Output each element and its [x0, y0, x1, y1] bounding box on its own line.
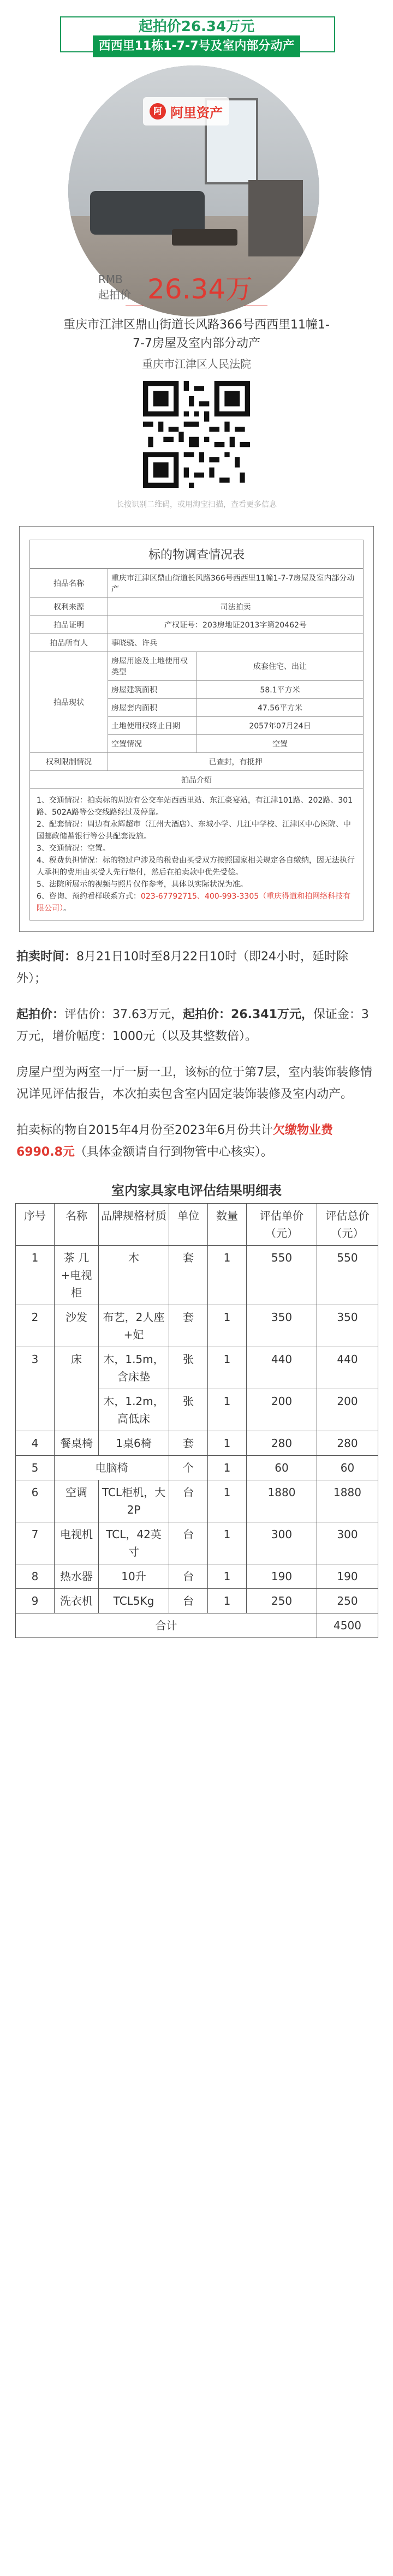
- cell: 3: [16, 1347, 55, 1431]
- cell: 1桌6椅: [99, 1431, 169, 1456]
- col-header: 数量: [208, 1204, 247, 1246]
- cell: 沙发: [55, 1305, 99, 1347]
- cell: 1: [208, 1456, 247, 1480]
- fee-prefix: 拍卖标的物自2015年4月份至2023年6月份共计: [16, 1123, 273, 1137]
- cell: 餐桌椅: [55, 1431, 99, 1456]
- contact-suffix: 。: [63, 904, 71, 913]
- ali-logo-text: 阿里资产: [170, 105, 223, 121]
- cell: 套: [169, 1305, 208, 1347]
- note-contact: [37, 890, 356, 915]
- cell: 1: [16, 1246, 55, 1305]
- info-notes: [29, 789, 364, 921]
- cell: 350: [247, 1305, 317, 1347]
- note-item: 2、配套情况：周边有永辉超市（江州大酒店）、东城小学、几江中学校、江津区中心医院、中国邮政储蓄银行等公共配套设施。: [37, 820, 351, 841]
- contact-phones[interactable]: 023-67792715、400-993-3305（重庆得道和拍网络科技有限公司）: [37, 892, 351, 913]
- cell: 8: [16, 1564, 55, 1589]
- table-row: [16, 1347, 378, 1389]
- cell: 1: [208, 1305, 247, 1347]
- info-value: 事晓骁、许兵: [108, 634, 364, 652]
- cell: 台: [169, 1564, 208, 1589]
- header: [0, 0, 393, 60]
- auction-schedule: [16, 946, 377, 990]
- info-value: 已查封，有抵押: [108, 753, 364, 771]
- note-item: 4、税费负担情况：标的物过户涉及的税费由买受双方按照国家相关规定各自缴纳，因无法执行人承担的费用由买受人先行垫付，然后在拍卖款中优先受偿。: [37, 856, 355, 877]
- cell: 300: [247, 1522, 317, 1564]
- cell: 9: [16, 1589, 55, 1613]
- info-subkey: 房屋套内面积: [108, 699, 197, 717]
- info-value: 47.56平方米: [197, 699, 364, 717]
- cell: 套: [169, 1431, 208, 1456]
- qr-code[interactable]: [143, 381, 250, 488]
- cell: 190: [317, 1564, 378, 1589]
- total-row: [16, 1613, 378, 1638]
- info-key: 拍品证明: [30, 616, 108, 634]
- cell: 个: [169, 1456, 208, 1480]
- table-row: [16, 1522, 378, 1564]
- property-fee: [16, 1120, 377, 1163]
- cell: 1880: [317, 1480, 378, 1522]
- col-header: 序号: [16, 1204, 55, 1246]
- info-value: 产权证号：203房地证2013字第20462号: [108, 616, 364, 634]
- cell: 280: [317, 1431, 378, 1456]
- cell: 洗衣机: [55, 1589, 99, 1613]
- currency-label: RMB: [98, 273, 123, 286]
- start-price-amount: 26.34万: [147, 273, 253, 305]
- start-label-1: 起拍价：: [16, 1008, 65, 1021]
- table-row: [16, 1431, 378, 1456]
- cell: TCL，42英寸: [99, 1522, 169, 1564]
- col-header: 品牌规格材质: [99, 1204, 169, 1246]
- col-header: 评估总价（元）: [317, 1204, 378, 1246]
- cell: 6: [16, 1480, 55, 1522]
- info-key: 权利来源: [30, 598, 108, 616]
- cell: 190: [247, 1564, 317, 1589]
- info-subkey: 房屋建筑面积: [108, 681, 197, 699]
- table-row: [16, 1480, 378, 1522]
- cell: TCL柜机，大2P: [99, 1480, 169, 1522]
- cell: 5: [16, 1456, 55, 1480]
- cell: 200: [317, 1389, 378, 1431]
- cell: 台: [169, 1589, 208, 1613]
- cell: 250: [247, 1589, 317, 1613]
- price-block: [0, 262, 393, 306]
- cell: 10升: [99, 1564, 169, 1589]
- cell: 1: [208, 1480, 247, 1522]
- cell: 台: [169, 1480, 208, 1522]
- cell: 300: [317, 1522, 378, 1564]
- cell: 台: [169, 1522, 208, 1564]
- start-price-text: 26.341万元，: [231, 1008, 313, 1021]
- cell: 茶 几+电视柜: [55, 1246, 99, 1305]
- cell: 1: [208, 1431, 247, 1456]
- total-label: 合计: [16, 1613, 317, 1638]
- cell: TCL5Kg: [99, 1589, 169, 1613]
- cell: 4: [16, 1431, 55, 1456]
- start-label-2: 起拍价：: [183, 1008, 231, 1021]
- col-header: 评估单价（元）: [247, 1204, 317, 1246]
- fee-suffix: （具体金额请自行到物管中心核实）。: [74, 1145, 273, 1159]
- note-item: 5、法院所展示的视频与照片仅作参考，具体以实际状况为准。: [37, 880, 248, 889]
- cell: 床: [55, 1347, 99, 1431]
- cell: 1: [208, 1589, 247, 1613]
- ali-assets-logo: [143, 97, 229, 125]
- cell: 60: [317, 1456, 378, 1480]
- info-key: 权利限制情况: [30, 753, 108, 771]
- property-address: 重庆市江津区鼎山街道长风路366号西西里11幢1-7-7房屋及室内部分动产: [63, 318, 330, 350]
- info-subkey: 土地使用权终止日期: [108, 717, 197, 735]
- cell: 60: [247, 1456, 317, 1480]
- cell: 1880: [247, 1480, 317, 1522]
- court-name: 重庆市江津区人民法院: [142, 357, 251, 370]
- info-key: 拍品现状: [30, 652, 108, 753]
- furniture-table: [15, 1203, 378, 1638]
- info-key: 拍品名称: [30, 569, 108, 598]
- table-row: [16, 1305, 378, 1347]
- qr-hint: 长按识别二维码，或用淘宝扫描，查看更多信息: [116, 500, 277, 509]
- table-header-row: [16, 1204, 378, 1246]
- cell: 1: [208, 1246, 247, 1305]
- start-price-label: 起拍价: [98, 288, 131, 301]
- col-header: 单位: [169, 1204, 208, 1246]
- schedule-text: 8月21日10时至8月22日10时（即24小时，延时除外）；: [16, 950, 348, 985]
- info-table-box: [19, 526, 374, 932]
- table-row: [16, 1589, 378, 1613]
- cell: 套: [169, 1246, 208, 1305]
- note-item: 3、交通情况：空置。: [37, 844, 110, 853]
- contact-prefix: 6、咨询、预约看样联系方式：: [37, 892, 141, 901]
- cell: 1: [208, 1564, 247, 1589]
- cell: 440: [317, 1347, 378, 1389]
- info-key: 拍品所有人: [30, 634, 108, 652]
- table-row: [16, 1246, 378, 1305]
- cell: 7: [16, 1522, 55, 1564]
- info-subkey: 空置情况: [108, 735, 197, 753]
- cell: 木: [99, 1246, 169, 1305]
- info-value: 空置: [197, 735, 364, 753]
- cell: 2: [16, 1305, 55, 1347]
- info-value: 重庆市江津区鼎山街道长风路366号西西里11幢1-7-7房屋及室内部分动产: [108, 569, 364, 598]
- furniture-table-title: 室内家具家电评估结果明细表: [111, 1183, 282, 1198]
- cell: 电脑椅: [55, 1456, 169, 1480]
- cell: 550: [317, 1246, 378, 1305]
- auction-prices: [16, 1004, 377, 1048]
- col-header: 名称: [55, 1204, 99, 1246]
- info-subkey: 房屋用途及土地使用权类型: [108, 652, 197, 681]
- deposit-text: 保证金：3万元，增价幅度：1000元（以及其整数倍）。: [16, 1008, 369, 1043]
- fee-amount: 欠缴物业费6990.8元: [16, 1123, 333, 1159]
- cell: 布艺，2人座+妃: [99, 1305, 169, 1347]
- cell: 250: [317, 1589, 378, 1613]
- cell: 张: [169, 1347, 208, 1389]
- header-title: 西西里11栋1-7-7号及室内部分动产: [93, 35, 300, 57]
- cell: 440: [247, 1347, 317, 1389]
- table-row: [16, 1456, 378, 1480]
- cell: 280: [247, 1431, 317, 1456]
- cell: 木，1.5m，含床垫: [99, 1347, 169, 1389]
- qr-section: [0, 371, 393, 497]
- note-item: 1、交通情况：拍卖标的周边有公交车站西西里站、东江豪宴站，有江津101路、202路、301路、502A路等公交线路经过及停靠。: [37, 796, 353, 817]
- table-row: [16, 1564, 378, 1589]
- house-description: 房屋户型为两室一厅一厨一卫，该标的位于第7层，室内装饰装修情况详见评估报告，本次拍卖包含室内固定装饰装修及室内动产。: [16, 1066, 372, 1101]
- cell: 350: [317, 1305, 378, 1347]
- schedule-label: 拍卖时间：: [16, 950, 77, 964]
- cell: 200: [247, 1389, 317, 1431]
- total-value: 4500: [317, 1613, 378, 1638]
- cell: 电视机: [55, 1522, 99, 1564]
- info-value: 58.1平方米: [197, 681, 364, 699]
- cell: 空调: [55, 1480, 99, 1522]
- ali-logo-icon: 阿: [150, 103, 166, 119]
- cell: 热水器: [55, 1564, 99, 1589]
- info-value: 2057年07月24日: [197, 717, 364, 735]
- info-value: 司法拍卖: [108, 598, 364, 616]
- cell: 1: [208, 1347, 247, 1389]
- hero-photo: [0, 60, 393, 262]
- cell: 1: [208, 1389, 247, 1431]
- info-table-caption: 标的物调查情况表: [29, 540, 364, 569]
- cell: 木，1.2m，高低床: [99, 1389, 169, 1431]
- cell: 张: [169, 1389, 208, 1431]
- cell: 550: [247, 1246, 317, 1305]
- appraisal-text: 评估价：37.63万元，: [64, 1008, 183, 1021]
- info-intro-header: 拍品介绍: [30, 771, 364, 789]
- cell: 1: [208, 1522, 247, 1564]
- info-table: [29, 569, 364, 789]
- header-price: 起拍价26.34万元: [138, 19, 255, 35]
- info-value: 成套住宅、出让: [197, 652, 364, 681]
